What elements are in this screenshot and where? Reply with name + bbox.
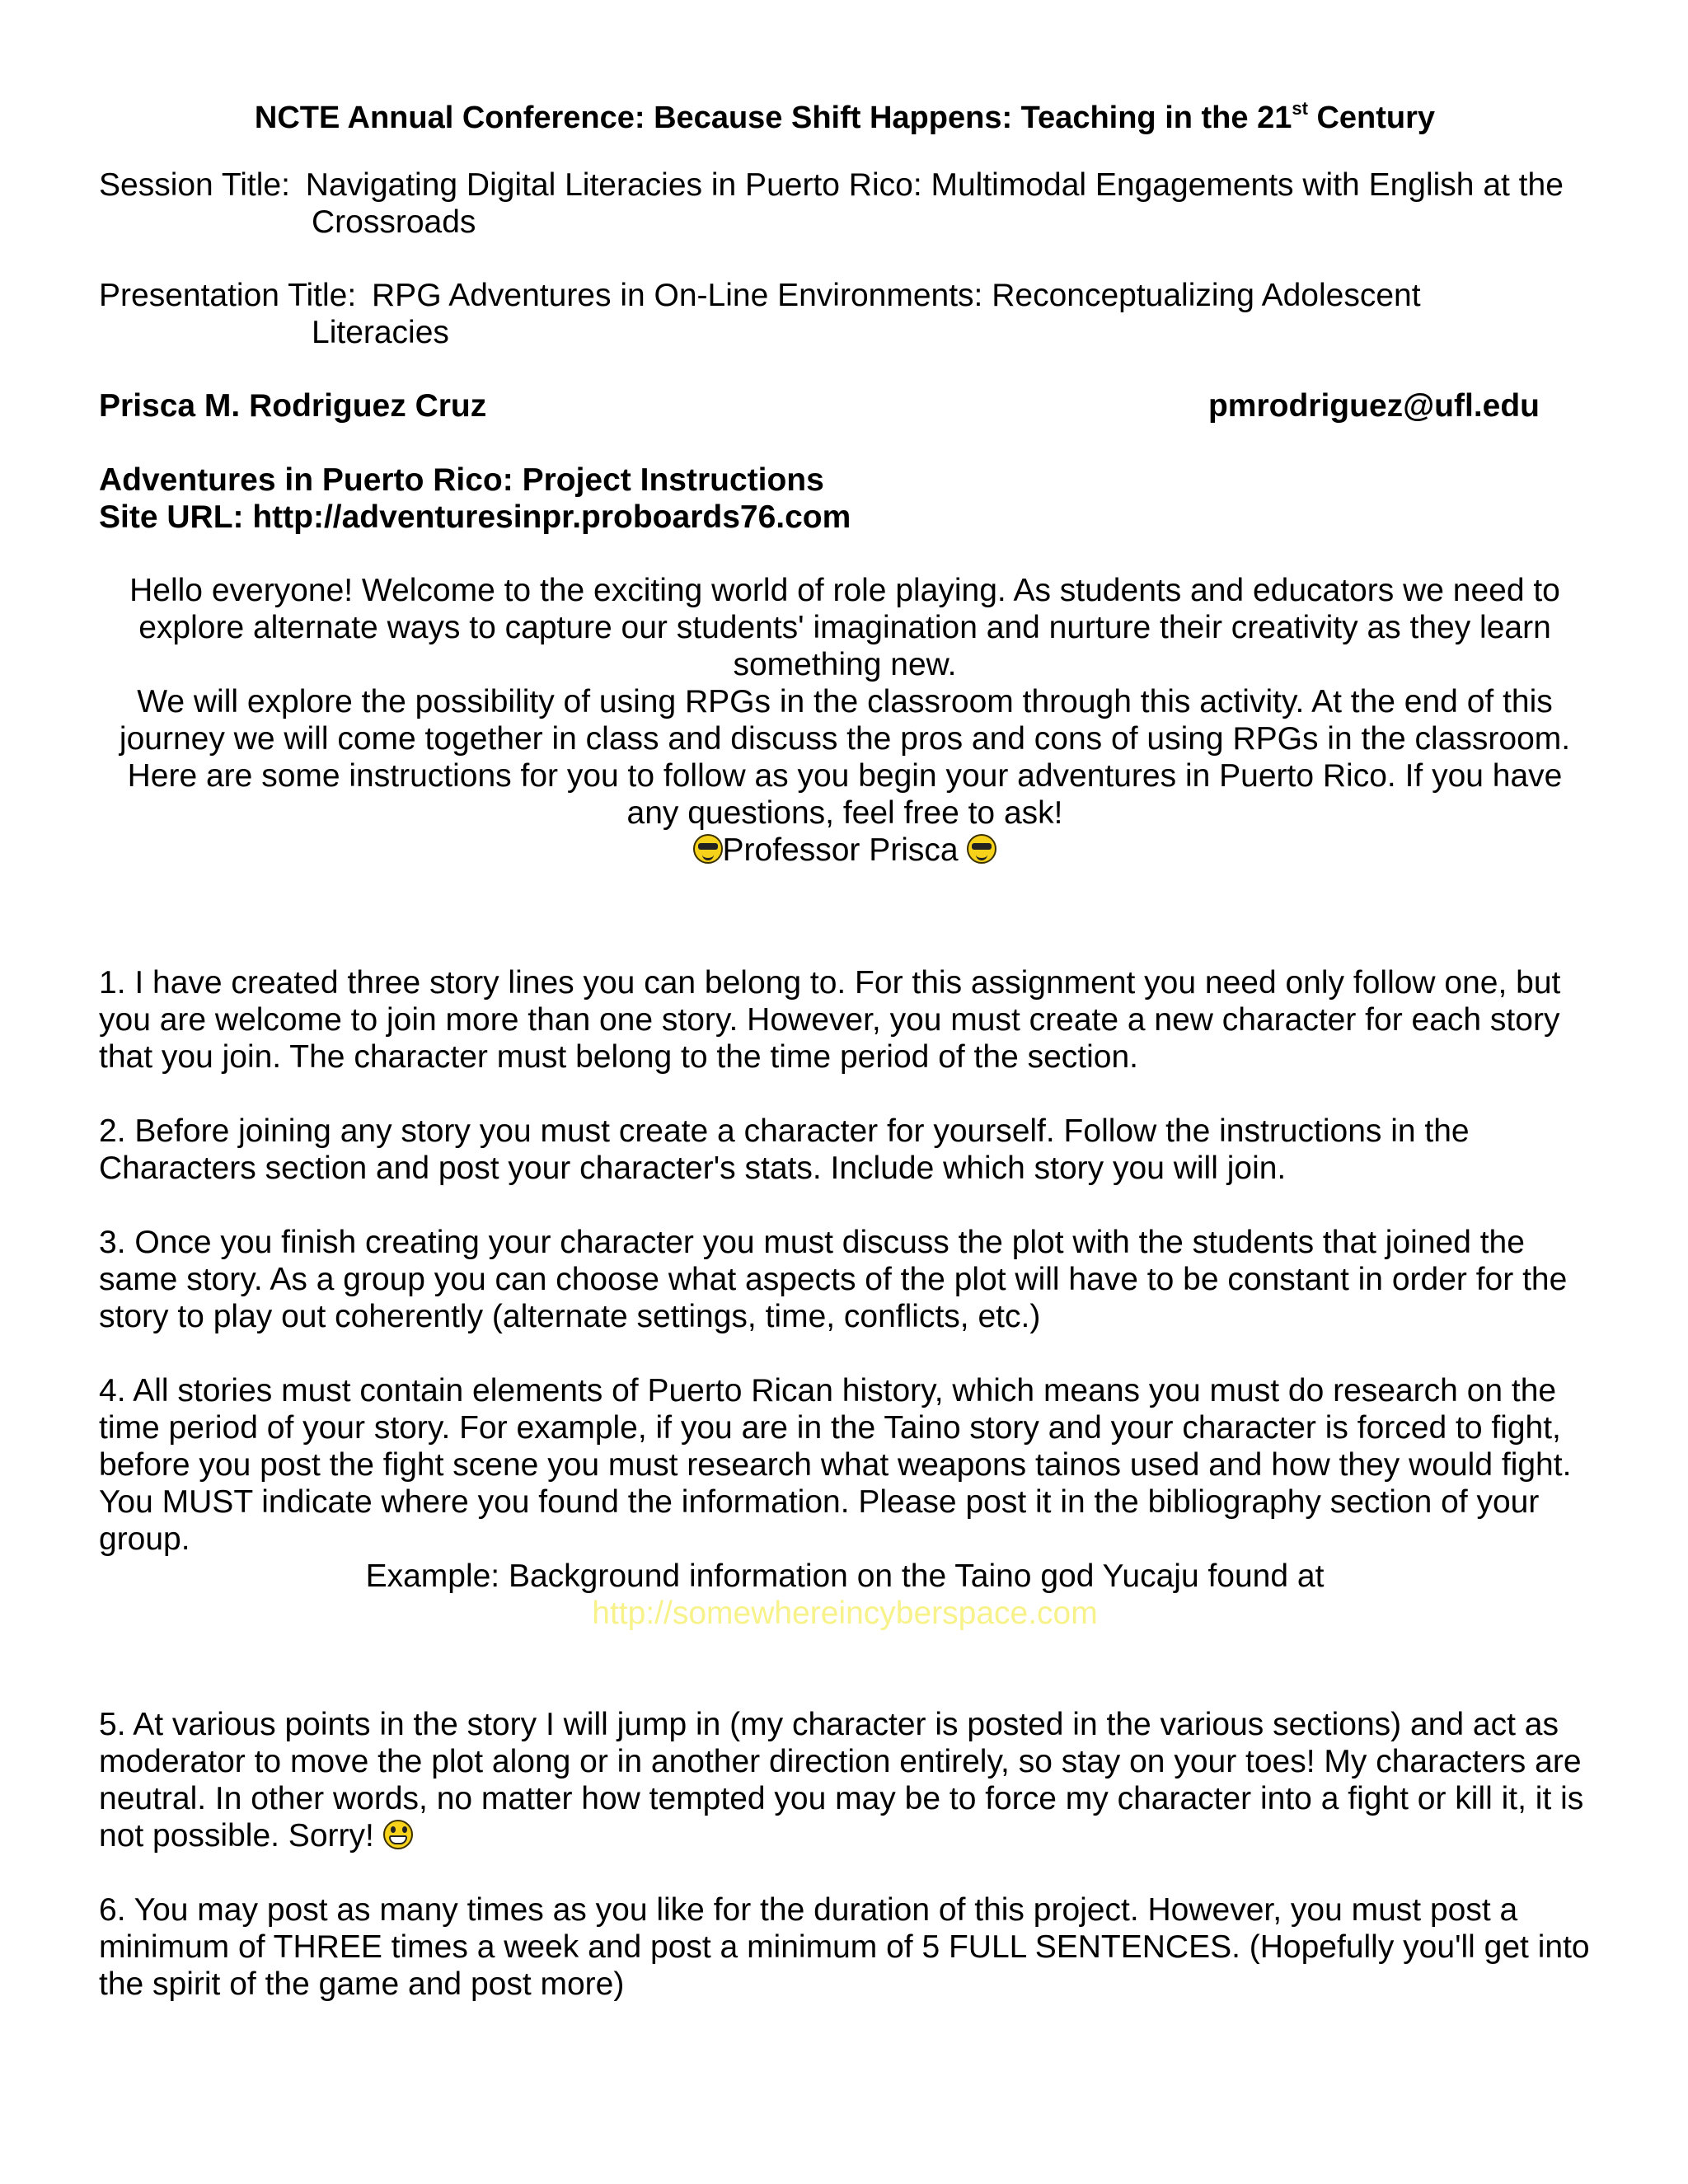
session-title-value: Navigating Digital Literacies in Puerto Rico: Multimodal Engagements with English at the Crossroads: [305, 167, 1564, 240]
instruction-text: 6. You may post as many times as you like for the duration of this project. However, you must post a minimum of THREE times a week and post a minimum of 5 FULL SENTENCES. (Hopefully you'll get into the spirit of the game and post more): [99, 1892, 1590, 2002]
smiley-sunglasses-icon: [967, 834, 996, 864]
presentation-title-row: [99, 277, 1591, 351]
instruction-item-1: [99, 964, 1591, 1076]
signature-text: Professor Prisca: [722, 832, 959, 868]
title-end: Century: [1307, 101, 1436, 135]
intro-section: [99, 572, 1591, 869]
instruction-item-5: [99, 1706, 1591, 1854]
intro-paragraph-2: We will explore the possibility of using RPGs in the classroom through this activity. At the end of this journey we will come together in class and discuss the pros and cons of using RPGs in the classroom.: [119, 684, 1571, 757]
title-superscript: st: [1292, 98, 1308, 120]
presentation-title-value: RPG Adventures in On-Line Environments: Reconceptualizing Adolescent Literacies: [312, 278, 1421, 350]
project-heading-block: [99, 462, 1591, 536]
session-title-row: [99, 166, 1591, 241]
instruction-5-text: 5. At various points in the story I will jump in (my character is posted in the various sections) and act as moderator to move the plot along or in another direction entirely, so stay on your toes! My characters are neutral. In other words, no matter how tempted you may be to force my character into a fight or kill it, it is not possible. Sorry!: [99, 1707, 1584, 1854]
author-name: Prisca M. Rodriguez Cruz: [99, 388, 487, 424]
conference-title: [99, 97, 1591, 138]
instruction-text: 2. Before joining any story you must create a character for yourself. Follow the instructions in the Characters section and post your character's stats. Include which story you will join.: [99, 1113, 1470, 1186]
instruction-text: 4. All stories must contain elements of Puerto Rican history, which means you must do research on the time period of your story. For example, if you are in the Taino story and your character is forced to fight, before you post the fight scene you must research what weapons tainos used and how they would fight. You MUST indicate where you found the information. Please post it in the bibliography section of your group.: [99, 1373, 1572, 1557]
intro-paragraph-1: Hello everyone! Welcome to the exciting world of role playing. As students and educators we need to explore alternate ways to capture our students' imagination and nurture their creativity as they learn something new.: [129, 573, 1560, 682]
instruction-item-6: [99, 1891, 1591, 2003]
instruction-item-4: [99, 1372, 1591, 1632]
example-text: Example: Background information on the Taino god Yucaju found at: [365, 1558, 1325, 1594]
session-title-label: Session Title:: [99, 167, 290, 203]
example-block: [99, 1558, 1591, 1632]
signature-line: [99, 832, 1591, 869]
intro-paragraph-3: Here are some instructions for you to follow as you begin your adventures in Puerto Rico. If you have any questions, feel free to ask!: [127, 758, 1563, 831]
project-heading: Adventures in Puerto Rico: Project Instructions: [99, 462, 824, 498]
instruction-item-3: [99, 1224, 1591, 1335]
example-link[interactable]: http://somewhereincyberspace.com: [592, 1596, 1098, 1631]
smiley-sunglasses-icon: [693, 834, 723, 864]
smiley-grin-icon: [383, 1820, 413, 1849]
author-email: pmrodriguez@ufl.edu: [1207, 388, 1540, 424]
site-url: Site URL: http://adventuresinpr.proboards76.com: [99, 499, 851, 535]
title-main: NCTE Annual Conference: Because Shift Happens: Teaching in the 21: [254, 101, 1292, 135]
instruction-item-2: [99, 1113, 1591, 1187]
instruction-text: 3. Once you finish creating your character you must discuss the plot with the students that joined the same story. As a group you can choose what aspects of the plot will have to be constant in order for the story to play out coherently (alternate settings, time, conflicts, etc.): [99, 1225, 1568, 1334]
instruction-text: 1. I have created three story lines you can belong to. For this assignment you need only follow one, but you are welcome to join more than one story. However, you must create a new character for each story that you join. The character must belong to the time period of the section.: [99, 965, 1561, 1075]
presentation-title-label: Presentation Title:: [99, 278, 357, 313]
instruction-text: [99, 1706, 1591, 1854]
author-row: [99, 387, 1591, 424]
